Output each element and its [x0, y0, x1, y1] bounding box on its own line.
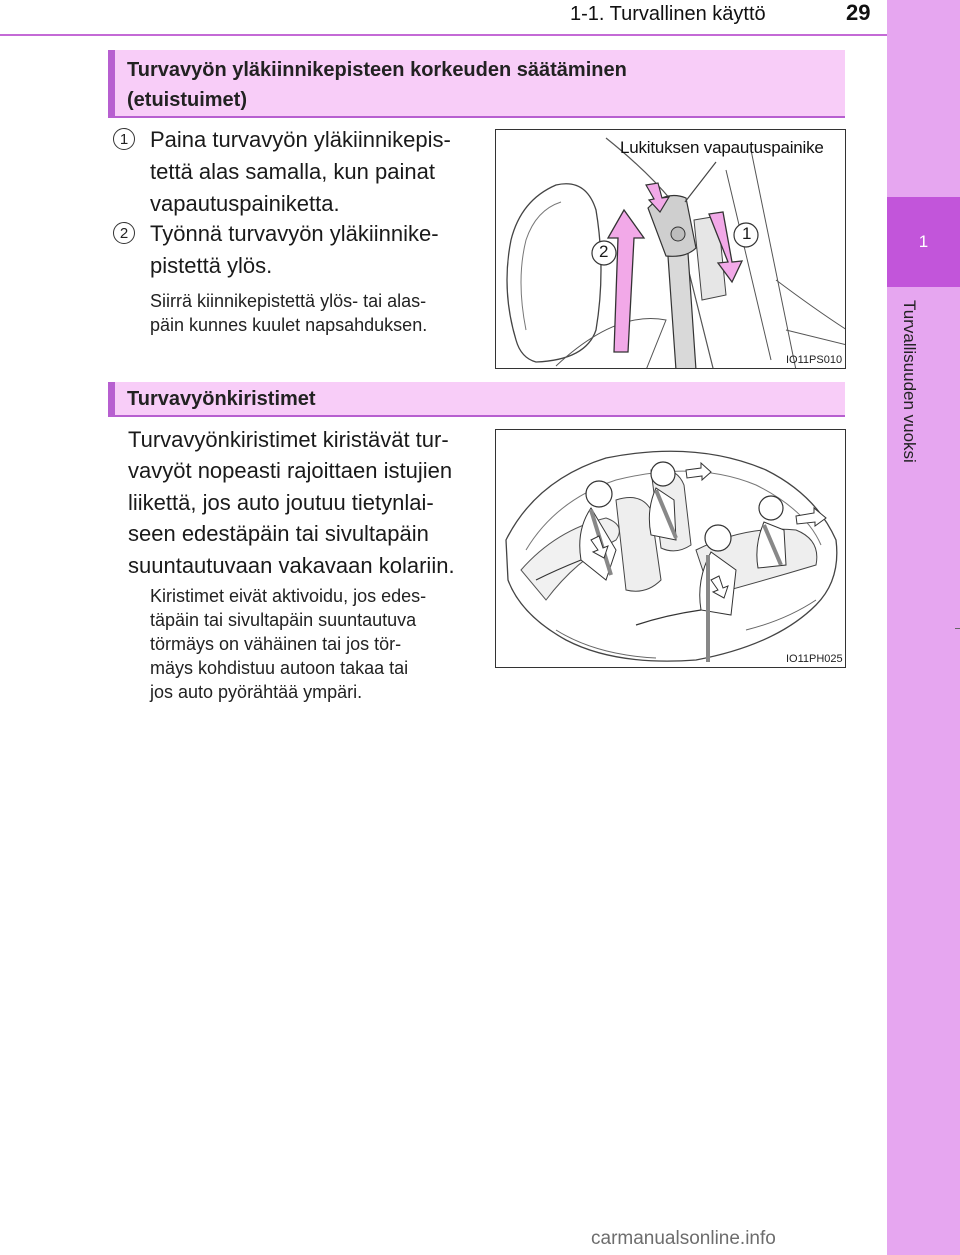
arrow-right-icon	[686, 463, 711, 480]
step-text-line: Työnnä turvavyön yläkiinnike-	[150, 221, 439, 246]
step-text-line: vapautuspainiketta.	[150, 191, 340, 216]
heading-line: Turvavyönkiristimet	[127, 388, 316, 410]
watermark: carmanualsonline.info	[591, 1228, 776, 1249]
section-label: 1-1. Turvallinen käyttö	[570, 3, 766, 25]
step-text-line: tettä alas samalla, kun painat	[150, 159, 435, 184]
car-interior-illustration	[496, 430, 846, 668]
step-1	[113, 124, 476, 224]
figure-code: IO11PS010	[786, 354, 843, 366]
figure-seatbelt-anchor	[495, 129, 846, 369]
note-text-line: Siirrä kiinnikepistettä ylös- tai alas-	[150, 291, 427, 311]
note-text-line: täpäin tai sivultapäin suuntautuva	[150, 610, 417, 630]
marker-1-label: 1	[742, 224, 752, 243]
figure-code: IO11PH025	[786, 653, 843, 665]
note-text-line: päin kunnes kuulet napsahduksen.	[150, 315, 428, 335]
marker-2-label: 2	[599, 242, 609, 261]
chapter-title: Turvallisuuden vuoksi	[900, 300, 919, 463]
section-heading-seatbelt-height	[108, 50, 845, 118]
paragraph-line: vavyöt nopeasti rajoittaen istujien	[128, 458, 453, 483]
release-button-callout: Lukituksen vapautuspainike	[620, 138, 824, 157]
step-number: 2	[113, 222, 135, 244]
note-text-line: törmäys on vähäinen tai jos tör-	[150, 634, 402, 654]
section-heading-pretensioners	[108, 382, 845, 417]
paragraph-line: Turvavyönkiristimet kiristävät tur-	[128, 427, 449, 452]
chapter-side-tab	[887, 0, 960, 1255]
seatbelt-illustration	[496, 130, 846, 369]
step-number: 1	[113, 128, 135, 150]
arrow-right-icon	[796, 508, 826, 526]
note-text-line: mäys kohdistuu autoon takaa tai	[150, 658, 409, 678]
note-text-line: jos auto pyörähtää ympäri.	[150, 682, 363, 702]
figure-pretensioners	[495, 429, 846, 668]
page-number: 29	[846, 0, 871, 25]
step-text-line: Paina turvavyön yläkiinnikepis-	[150, 127, 451, 152]
paragraph-line: suuntautuvaan vakavaan kolariin.	[128, 553, 455, 578]
chapter-number: 1	[918, 232, 929, 251]
heading-line: Turvavyön yläkiinnikepisteen korkeuden säätäminen	[127, 59, 627, 81]
paragraph-line: liikettä, jos auto joutuu tietynlai-	[128, 490, 434, 515]
note-text-line: Kiristimet eivät aktivoidu, jos edes-	[150, 586, 427, 606]
header-rule	[0, 34, 887, 36]
arrow-up-icon	[608, 210, 644, 352]
heading-line: (etuistuimet)	[127, 89, 247, 111]
step-2	[113, 218, 476, 288]
paragraph-line: seen edestäpäin tai sivultapäin	[128, 521, 429, 546]
page-header	[0, 0, 887, 34]
side-tick	[955, 628, 960, 629]
step-text-line: pistettä ylös.	[150, 253, 273, 278]
